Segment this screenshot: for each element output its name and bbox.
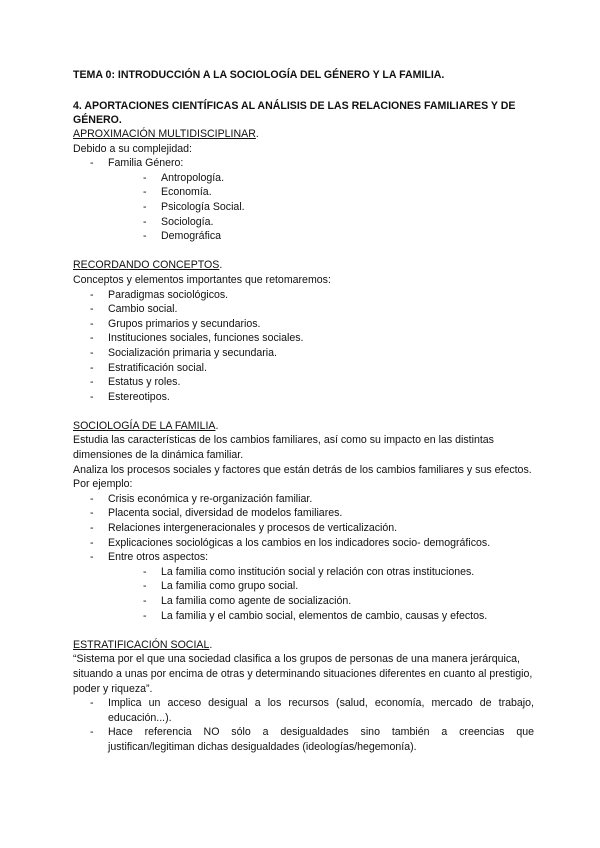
- list-item: - Antropología.: [143, 171, 534, 186]
- list-item: - Economía.: [143, 185, 534, 200]
- paragraph: Estudia las características de los cambios familiares, así como su impacto en las distintas dimensiones de la dinámica familiar.: [73, 434, 494, 462]
- section-title: ESTRATIFICACIÓN SOCIAL.: [73, 638, 213, 651]
- section-title: RECORDANDO CONCEPTOS.: [73, 259, 223, 272]
- bullet-list: [73, 492, 534, 623]
- list-item: - Estatus y roles.: [73, 375, 534, 390]
- section-recordando-conceptos: [73, 258, 534, 404]
- list-item: - Grupos primarios y secundarios.: [73, 317, 534, 332]
- list-item: - Psicología Social.: [143, 200, 534, 215]
- section-intro: Conceptos y elementos importantes que retomaremos:: [73, 273, 331, 286]
- section-heading: 4. APORTACIONES CIENTÍFICAS AL ANÁLISIS DE LAS RELACIONES FAMILIARES Y DE GÉNERO.: [73, 100, 516, 126]
- sub-bullet-list: [143, 565, 534, 623]
- list-item: - Estereotipos.: [73, 390, 534, 405]
- list-item: - Familia Género: - Antropología. - Economía. - Psicología Social. - Sociología. - Demográfica: [73, 156, 534, 244]
- sub-bullet-list: [143, 171, 534, 244]
- list-item: - Hace referencia NO sólo a desigualdades sino también a creencias que justifican/legitiman dichas desigualdades (ideologías/hegemonía).: [73, 725, 534, 754]
- list-item: - Entre otros aspectos: - La familia como institución social y relación con otras instituciones. - La familia como grupo social. - La familia como agente de socialización. - La familia y el cambio social, elementos de cambio, causas y efectos.: [73, 550, 534, 623]
- section-title: SOCIOLOGÍA DE LA FAMILIA.: [73, 419, 219, 432]
- list-item: - Placenta social, diversidad de modelos familiares.: [73, 506, 534, 521]
- list-item: - Cambio social.: [73, 302, 534, 317]
- bullet-list: [73, 288, 534, 405]
- list-item: - La familia como institución social y relación con otras instituciones.: [143, 565, 534, 580]
- paragraph: Por ejemplo:: [73, 478, 133, 491]
- bullet-list: [73, 156, 534, 244]
- list-item: - La familia como agente de socialización.: [143, 594, 534, 609]
- section-sociologia-familia: [73, 419, 534, 623]
- list-item: - Sociología.: [143, 215, 534, 230]
- list-item: - Estratificación social.: [73, 361, 534, 376]
- list-item: - Demográfica: [143, 229, 534, 244]
- section-multidisciplinar: [73, 127, 534, 244]
- bullet-list: [73, 696, 534, 754]
- list-item: - La familia como grupo social.: [143, 579, 534, 594]
- list-item: - Explicaciones sociológicas a los cambios en los indicadores socio- demográficos.: [73, 536, 534, 551]
- document-title: TEMA 0: INTRODUCCIÓN A LA SOCIOLOGÍA DEL GÉNERO Y LA FAMILIA.: [73, 69, 445, 81]
- paragraph: Analiza los procesos sociales y factores que están detrás de los cambios familiares y sus efectos.: [73, 463, 532, 476]
- list-item: - Instituciones sociales, funciones sociales.: [73, 331, 534, 346]
- list-item: - Relaciones intergeneracionales y procesos de verticalización.: [73, 521, 534, 536]
- list-item: - Socialización primaria y secundaria.: [73, 346, 534, 361]
- section-title: APROXIMACIÓN MULTIDISCIPLINAR.: [73, 128, 259, 140]
- section-estratificacion-social: [73, 638, 534, 755]
- list-item: - Implica un acceso desigual a los recursos (salud, economía, mercado de trabajo, educación...).: [73, 696, 534, 725]
- section-intro: Debido a su complejidad:: [73, 142, 192, 155]
- quote: “Sistema por el que una sociedad clasifica a los grupos de personas de una manera jerárquica, situando a unas por encima de otras y determinando situaciones diferentes en cuanto al prestigio, poder y riqueza”.: [73, 653, 533, 695]
- list-item: - La familia y el cambio social, elementos de cambio, causas y efectos.: [143, 609, 534, 624]
- list-item: - Paradigmas sociológicos.: [73, 288, 534, 303]
- list-item: - Crisis económica y re-organización familiar.: [73, 492, 534, 507]
